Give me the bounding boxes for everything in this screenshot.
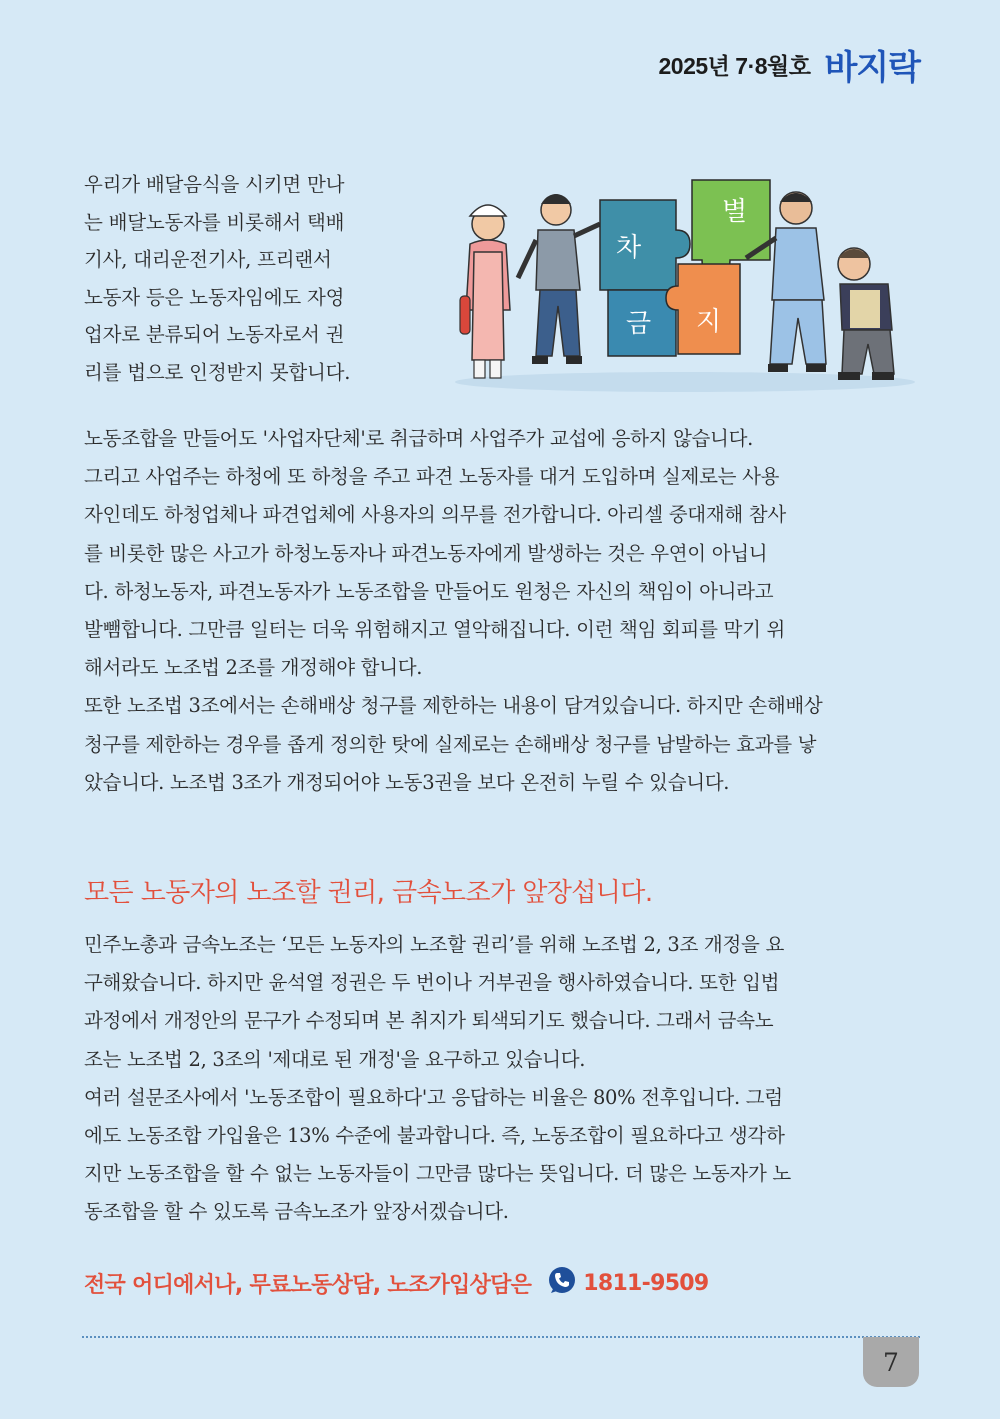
magazine-logo: 바지락 [824, 48, 920, 88]
body-line: 발뺌합니다. 그만큼 일터는 더욱 위험해지고 열악해집니다. 이런 책임 회피를 막기 위 [84, 618, 786, 642]
body-line: 민주노총과 금속노조는 ‘모든 노동자의 노조할 권리’를 위해 노조법 2, 3조 개정을 요 [84, 933, 784, 956]
worker-grey-shirt-figure [518, 194, 600, 364]
body-line: 또한 노조법 3조에서는 손해배상 청구를 제한하는 내용이 담겨있습니다. 하지만 손해배상 [84, 694, 823, 718]
intro-paragraph [84, 166, 396, 391]
body-line: 과정에서 개정안의 문구가 수정되며 본 취지가 퇴색되기도 했습니다. 그래서 금속노 [84, 1009, 774, 1033]
body-line: 청구를 제한하는 경우를 좁게 정의한 탓에 실제로는 손해배상 청구를 남발하는 효과를 낳 [84, 732, 817, 756]
main-paragraph-2 [84, 926, 922, 1232]
body-line: 에도 노동조합 가입율은 13% 수준에 불과합니다. 즉, 노동조합이 필요하다고 생각하 [84, 1124, 785, 1148]
body-line: 자인데도 하청업체나 파견업체에 사용자의 의무를 전가합니다. 아리셀 중대재해 참사 [84, 503, 786, 527]
footer-divider [82, 1336, 920, 1338]
puzzle-pieces [600, 180, 770, 356]
page-number: 7 [863, 1337, 919, 1387]
body-line: 해서라도 노조법 2조를 개정해야 합니다. [84, 656, 423, 680]
section-heading: 모든 노동자의 노조할 권리, 금속노조가 앞장섭니다. [84, 878, 653, 908]
phone-number[interactable]: 1811-9509 [583, 1270, 709, 1296]
puzzle-char-2: 별 [722, 197, 748, 227]
puzzle-char-3: 금 [626, 309, 652, 339]
intro-line: 우리가 배달음식을 시키면 만나 [84, 173, 345, 196]
worker-older-man-figure [838, 248, 894, 380]
intro-line: 리를 법으로 인정받지 못합니다. [84, 360, 351, 384]
body-line: 그리고 사업주는 하청에 또 하청을 주고 파견 노동자를 대거 도입하며 실제로는 사용 [84, 465, 780, 489]
worker-apron-figure [460, 205, 510, 378]
intro-line: 는 배달노동자를 비롯해서 택배 [84, 210, 345, 234]
body-line: 구해왔습니다. 하지만 윤석열 정권은 두 번이나 거부권을 행사하였습니다. 또한 입법 [84, 971, 780, 995]
body-line: 를 비롯한 많은 사고가 하청노동자나 파견노동자에게 발생하는 것은 우연이 아닙니 [84, 541, 768, 565]
body-line: 여러 설문조사에서 '노동조합이 필요하다'고 응답하는 비율은 80% 전후입니다. 그럼 [84, 1085, 783, 1109]
phone-icon [547, 1265, 577, 1301]
puzzle-char-4: 지 [696, 307, 722, 337]
intro-line: 노동자 등은 노동자임에도 자영 [84, 285, 345, 309]
puzzle-char-1: 차 [616, 233, 642, 263]
issue-label: 2025년 7·8월호 [658, 53, 811, 79]
intro-line: 업자로 분류되어 노동자로서 권 [84, 323, 345, 346]
workers-puzzle-illustration [440, 160, 922, 396]
intro-line: 기사, 대리운전기사, 프리랜서 [84, 248, 332, 271]
contact-line [84, 1265, 709, 1301]
contact-text: 전국 어디에서나, 무료노동상담, 노조가입상담은 [84, 1272, 532, 1298]
body-line: 조는 노조법 2, 3조의 '제대로 된 개정'을 요구하고 있습니다. [84, 1047, 586, 1071]
body-line: 지만 노동조합을 할 수 없는 노동자들이 그만큼 많다는 뜻입니다. 더 많은 노동자가 노 [84, 1162, 791, 1186]
body-line: 동조합을 할 수 있도록 금속노조가 앞장서겠습니다. [84, 1200, 509, 1224]
body-line: 노동조합을 만들어도 '사업자단체'로 취급하며 사업주가 교섭에 응하지 않습니다. [84, 427, 754, 450]
body-line: 았습니다. 노조법 3조가 개정되어야 노동3권을 보다 온전히 누릴 수 있습니다. [84, 770, 730, 794]
page-header [659, 40, 921, 89]
body-line: 다. 하청노동자, 파견노동자가 노동조합을 만들어도 원청은 자신의 책임이 아니라고 [84, 579, 774, 603]
main-paragraph-1 [84, 420, 922, 802]
